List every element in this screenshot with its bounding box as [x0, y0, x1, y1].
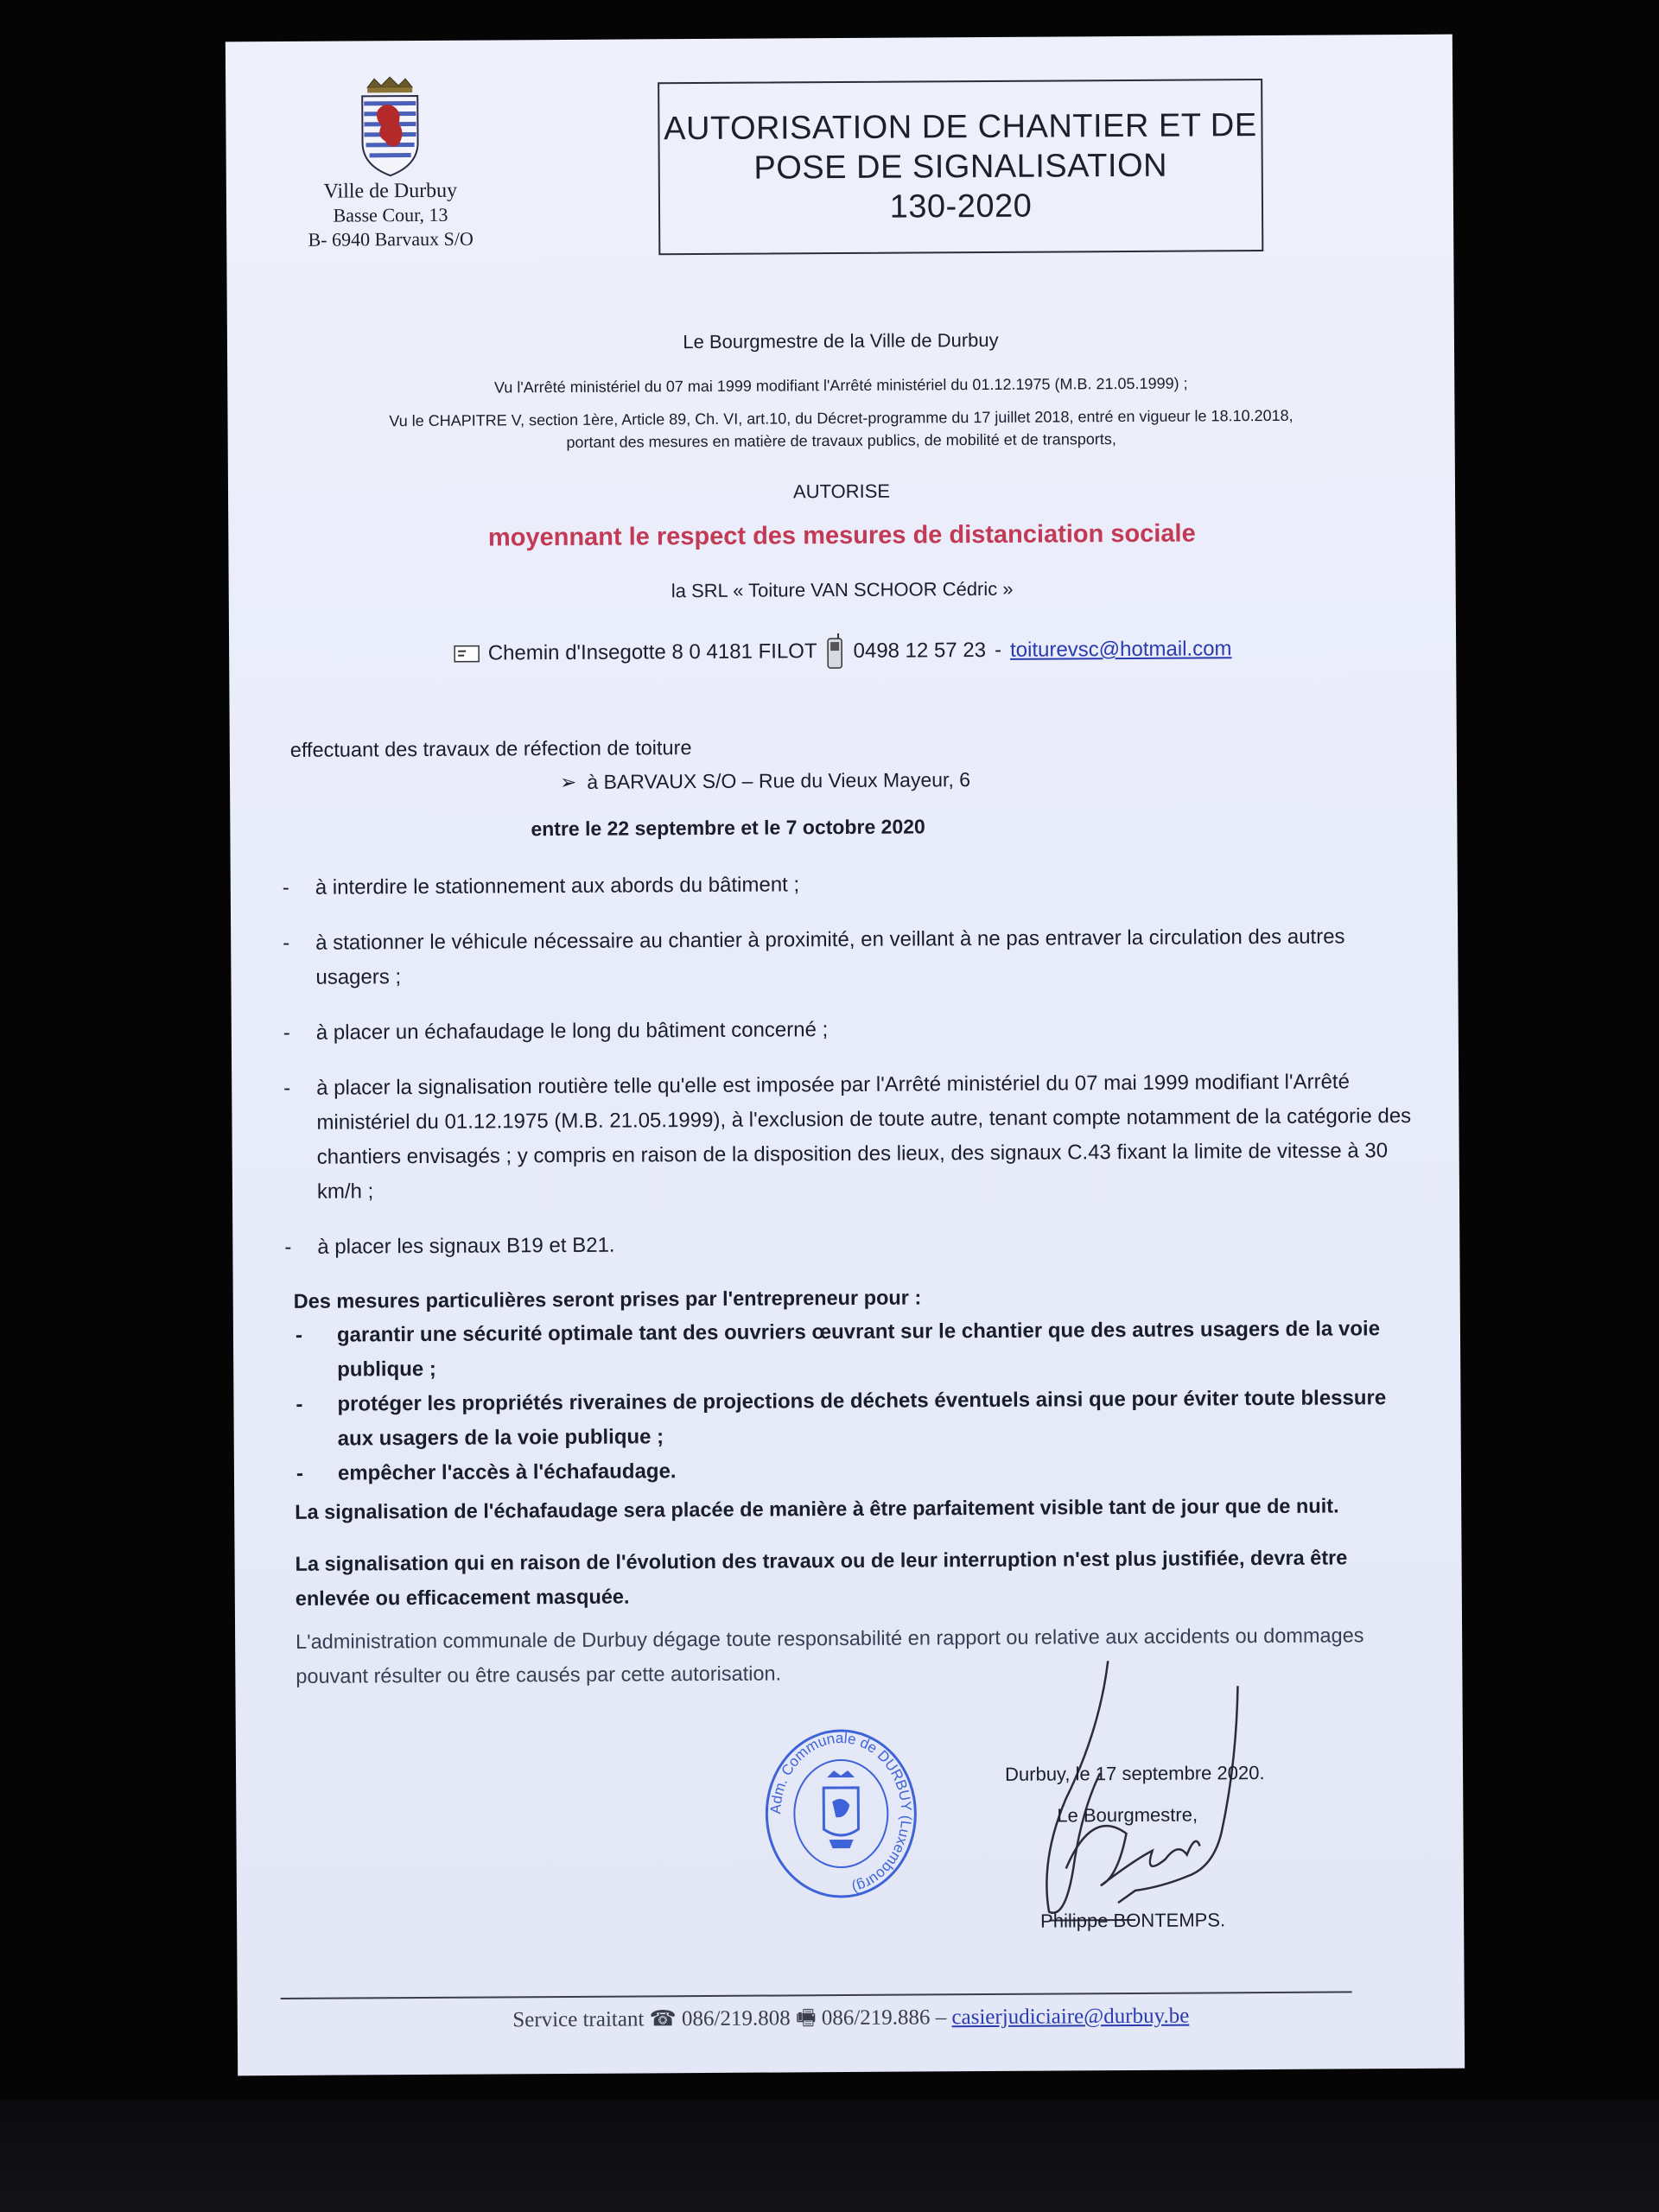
company-address: Chemin d'Insegotte 8 0 4181 FILOT — [487, 639, 817, 665]
stamp-text: Adm. Communale de DURBUY (Luxembourg) — [767, 1729, 915, 1897]
footer-divider — [281, 1991, 1352, 1999]
footer-phone: 086/219.808 — [681, 2006, 791, 2031]
place-and-date: Durbuy, le 17 septembre 2020. — [1005, 1762, 1265, 1785]
permission-item: - à stationner le véhicule nécessaire au chantier à proximité, en veillant à ne pas entraver la circulation des autres usagers ; — [283, 919, 1414, 995]
works-period: entre le 22 septembre et le 7 octobre 2020 — [531, 815, 925, 841]
legal-reference-2b: portant des mesures en matière de travaux publics, de mobilité et de transports, — [566, 430, 1116, 451]
measure-item: - protéger les propriétés riveraines de projections de déchets éventuels ainsi que pour éviter toute blessure aux usagers de la voie publique ; — [296, 1381, 1419, 1457]
municipality-name: Ville de Durbuy — [323, 179, 458, 203]
permission-item: - à placer les signaux B19 et B21. — [284, 1224, 1416, 1265]
envelope-icon — [454, 644, 480, 664]
arrow-bullet-icon: ➢ — [559, 770, 577, 794]
measures-heading: Des mesures particulières seront prises par l'entrepreneur pour : — [293, 1286, 922, 1313]
permission-item: - à placer un échafaudage le long du bâtiment concerné ; — [283, 1009, 1415, 1051]
permission-item: - à interdire le stationnement aux abords du bâtiment ; — [283, 864, 1414, 906]
authorization-number: 130-2020 — [889, 188, 1033, 226]
handwritten-signature — [1013, 1660, 1274, 1938]
contact-separator: - — [994, 638, 1002, 662]
social-distancing-condition: moyennant le respect des mesures de distanciation sociale — [487, 519, 1196, 552]
telephone-icon: ☎ — [649, 2007, 677, 2031]
works-description: effectuant des travaux de réfection de toiture — [289, 736, 692, 761]
issuing-authority: Le Bourgmestre de la Ville de Durbuy — [683, 328, 999, 353]
footer-email-link[interactable]: casierjudiciaire@durbuy.be — [951, 2004, 1190, 2030]
footer-dash: – — [935, 2005, 947, 2030]
visibility-notice: La signalisation de l'échafaudage sera placée de manière à être parfaitement visible tant de jour que de nuit. — [295, 1494, 1339, 1523]
works-location-text: à BARVAUX S/O – Rue du Vieux Mayeur, 6 — [587, 768, 971, 793]
footer-fax: 086/219.886 — [821, 2005, 931, 2031]
signatory-role: Le Bourgmestre, — [1057, 1803, 1198, 1827]
contact-line — [229, 631, 1456, 673]
permissions-list — [283, 864, 1417, 1286]
document-title-box — [658, 79, 1263, 255]
measure-item: - empêcher l'accès à l'échafaudage. — [296, 1450, 1420, 1491]
permission-item: - à placer la signalisation routière telle qu'elle est imposée par l'Arrêté ministériel du 07 mai 1999 modifiant l'Arrêté ministériel du 01.12.1975 (M.B. 21.05.1999), à l'exclusion de toute autre, tenant compte notamment de la catégorie des chantiers envisagés ; y compris en raison de la disposition des lieux, des signaux C.43 fixant la limite de vitesse à 30 km/h ; — [283, 1065, 1416, 1210]
fax-icon: 🖷 — [795, 2006, 817, 2031]
company-phone: 0498 12 57 23 — [853, 638, 987, 663]
legal-reference-1: Vu l'Arrêté ministériel du 07 mai 1999 modifiant l'Arrêté ministériel du 01.12.1975 (M.B. 21.05.1999) ; — [493, 374, 1188, 397]
footer-contact — [238, 1998, 1465, 2043]
signatory-name: Philippe BONTEMPS. — [1040, 1909, 1226, 1932]
footer-service-label: Service traitant — [512, 2007, 645, 2032]
liability-notice: L'administration communale de Durbuy dégage toute responsabilité en rapport ou relative aux accidents ou dommages pouvant résulter ou être causés par cette autorisation. — [296, 1624, 1364, 1688]
mobile-phone-icon — [825, 633, 844, 670]
coat-of-arms-logo — [355, 75, 425, 179]
municipality-street: Basse Cour, 13 — [333, 203, 448, 226]
company-name: la SRL « Toiture VAN SCHOOR Cédric » — [671, 577, 1014, 602]
authorises-heading: AUTORISE — [792, 480, 891, 503]
letterhead — [260, 74, 520, 252]
removal-notice: La signalisation qui en raison de l'évolution des travaux ou de leur interruption n'est plus justifiée, devra être enlevée ou efficacement masquée. — [295, 1546, 1348, 1610]
title-line-1: AUTORISATION DE CHANTIER ET DE — [664, 107, 1257, 148]
screen-bezel — [0, 2100, 1659, 2212]
title-line-2: POSE DE SIGNALISATION — [753, 147, 1168, 187]
company-email-link[interactable]: toiturevsc@hotmail.com — [1009, 637, 1232, 662]
legal-reference-2a: Vu le CHAPITRE V, section 1ère, Article 89, Ch. VI, art.10, du Décret-programme du 17 juillet 2018, entré en vigueur le 18.10.2018, — [389, 406, 1294, 430]
measure-item: - garantir une sécurité optimale tant des ouvriers œuvrant sur le chantier que des autres usagers de la voie publique ; — [296, 1312, 1419, 1388]
municipality-postal: B- 6940 Barvaux S/O — [308, 227, 474, 251]
measures-list — [296, 1312, 1420, 1491]
municipal-stamp — [763, 1726, 919, 1900]
authorization-document — [226, 35, 1465, 2076]
works-location — [560, 768, 970, 794]
